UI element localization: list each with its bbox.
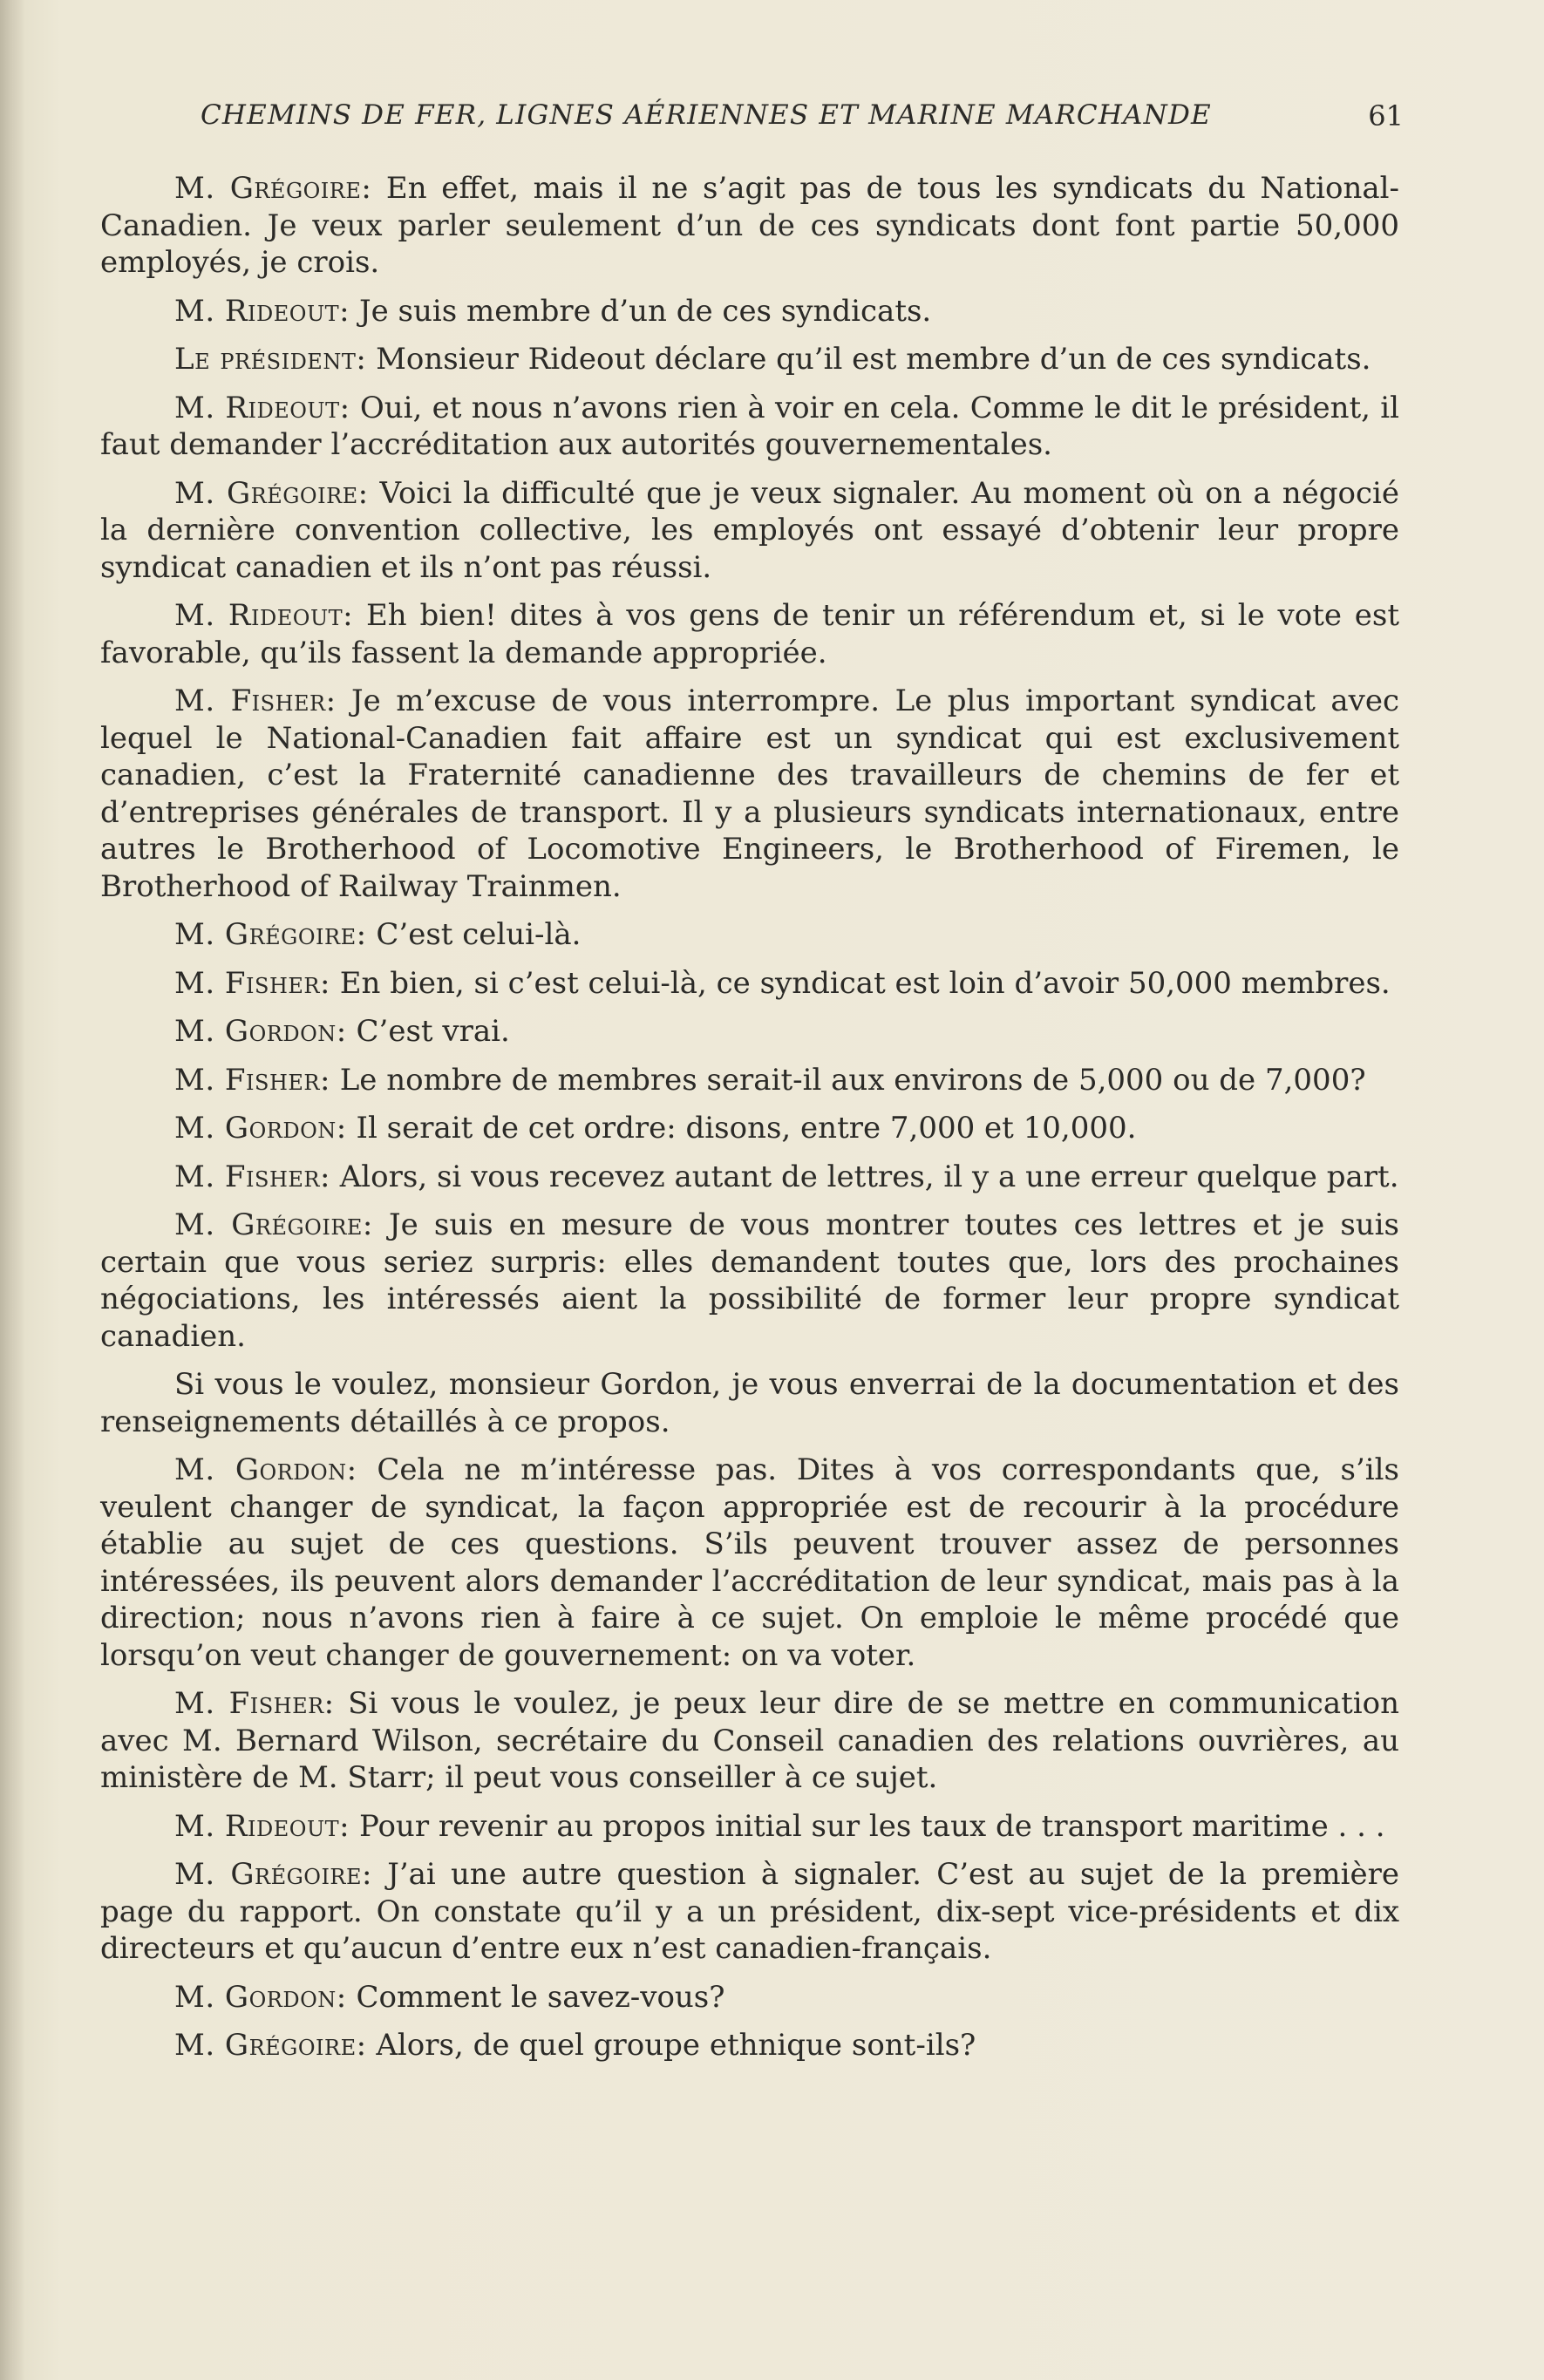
speaker-name: M. Grégoire: xyxy=(174,1207,373,1242)
speaker-name: Le président: xyxy=(174,342,367,377)
speaker-name: M. Grégoire: xyxy=(174,475,369,511)
speech-text: C’est vrai. xyxy=(346,1014,510,1049)
paragraph xyxy=(100,1366,1399,1440)
speech-text: Je suis en mesure de vous montrer toutes ces lettres et je suis certain que vous seriez surpris: elles demandent toutes que, lors des prochaines négociations, les intéressés aient la possibilité de former leur propre syndicat canadien. xyxy=(100,1207,1399,1354)
paragraph xyxy=(100,475,1399,587)
paragraph xyxy=(100,1856,1399,1968)
speech-text: Monsieur Rideout déclare qu’il est membre d’un de ces syndicats. xyxy=(366,342,1371,377)
paragraph xyxy=(100,293,1399,330)
speech-text: Alors, de quel groupe ethnique sont-ils? xyxy=(366,2028,976,2063)
speech-text: Le nombre de membres serait-il aux environs de 5,000 ou de 7,000? xyxy=(330,1062,1366,1098)
speaker-name: M. Fisher: xyxy=(174,1159,330,1194)
speaker-name: M. Rideout: xyxy=(174,1808,350,1844)
speech-text: Cela ne m’intéresse pas. Dites à vos correspondants que, s’ils veulent changer de syndicat, la façon appropriée est de recourir à la procédure établie au sujet de ces questions. S’ils peuvent trouver assez de personnes intéressées, ils peuvent alors demander l’accréditation de leur syndicat, mais pas à la direction; nous n’avons rien à faire à ce sujet. On emploie le même procédé que lorsqu’on veut changer de gouvernement: on va voter. xyxy=(100,1452,1399,1673)
speaker-name: M. Gordon: xyxy=(174,1111,347,1146)
speaker-name: M. Grégoire: xyxy=(174,2028,367,2063)
paragraph xyxy=(100,341,1399,378)
speech-text: Si vous le voulez, monsieur Gordon, je vous enverrai de la documentation et des renseignements détaillés à ce propos. xyxy=(100,1367,1399,1439)
speech-text: Je suis membre d’un de ces syndicats. xyxy=(350,293,932,329)
page-header xyxy=(201,94,1404,146)
speech-text: Comment le savez-vous? xyxy=(346,1979,725,2015)
speech-text: Si vous le voulez, je peux leur dire de se mettre en communication avec M. Bernard Wilson, secrétaire du Conseil canadien des relations ouvrières, au ministère de M. Starr; il peut vous conseiller à ce sujet. xyxy=(100,1686,1399,1795)
speaker-name: M. Grégoire: xyxy=(174,1857,372,1892)
speech-text: En bien, si c’est celui-là, ce syndicat est loin d’avoir 50,000 membres. xyxy=(330,965,1391,1001)
running-title: CHEMINS DE FER, LIGNES AÉRIENNES ET MARINE MARCHANDE xyxy=(201,99,1212,131)
paragraph xyxy=(100,965,1399,1003)
speaker-name: M. Gordon: xyxy=(174,1452,357,1487)
speaker-name: M. Rideout: xyxy=(174,293,350,329)
transcript-body xyxy=(100,170,1399,2076)
speech-text: En effet, mais il ne s’agit pas de tous les syndicats du National-Canadien. Je veux parler seulement d’un de ces syndicats dont font partie 50,000 employés, je crois. xyxy=(100,171,1399,280)
speaker-name: M. Fisher: xyxy=(174,683,337,718)
paragraph xyxy=(100,1013,1399,1051)
paragraph xyxy=(100,390,1399,464)
speaker-name: M. Grégoire: xyxy=(174,917,367,952)
paragraph xyxy=(100,1452,1399,1674)
paragraph xyxy=(100,916,1399,954)
speech-text: Alors, si vous recevez autant de lettres, il y a une erreur quelque part. xyxy=(330,1159,1399,1194)
speaker-name: M. Gordon: xyxy=(174,1979,347,2015)
speech-text: Je m’excuse de vous interrompre. Le plus important syndicat avec lequel le National-Canadien fait affaire est un syndicat qui est exclusivement canadien, c’est la Fraternité canadienne des travailleurs de chemins de fer et d’entreprises générales de transport. Il y a plusieurs syndicats internationaux, entre autres le Brotherhood of Locomotive Engineers, le Brotherhood of Firemen, le Brotherhood of Railway Trainmen. xyxy=(100,683,1399,904)
speaker-name: M. Rideout: xyxy=(174,390,350,425)
paragraph xyxy=(100,597,1399,671)
paragraph xyxy=(100,1062,1399,1099)
paragraph xyxy=(100,1685,1399,1797)
speaker-name: M. Fisher: xyxy=(174,1686,335,1721)
speaker-name: M. Fisher: xyxy=(174,1062,330,1098)
paragraph xyxy=(100,683,1399,905)
paragraph xyxy=(100,1979,1399,2016)
speech-text: J’ai une autre question à signaler. C’est au sujet de la première page du rapport. On constate qu’il y a un président, dix-sept vice-présidents et dix directeurs et qu’aucun d’entre eux n’est canadien-français. xyxy=(100,1857,1399,1966)
speech-text: Voici la difficulté que je veux signaler. Au moment où on a négocié la dernière convention collective, les employés ont essayé d’obtenir leur propre syndicat canadien et ils n’ont pas réussi. xyxy=(100,475,1400,585)
speech-text: Eh bien! dites à vos gens de tenir un référendum et, si le vote est favorable, qu’ils fassent la demande appropriée. xyxy=(100,598,1400,670)
speech-text: C’est celui-là. xyxy=(366,917,582,952)
paragraph xyxy=(100,1110,1399,1147)
page-number: 61 xyxy=(1368,99,1404,133)
speaker-name: M. Grégoire: xyxy=(174,171,372,206)
binding-shadow xyxy=(0,0,24,2380)
paragraph xyxy=(100,2027,1399,2064)
paragraph xyxy=(100,1159,1399,1196)
speech-text: Oui, et nous n’avons rien à voir en cela. Comme le dit le président, il faut demander l’accréditation aux autorités gouvernementales. xyxy=(100,390,1400,462)
paragraph xyxy=(100,1207,1399,1355)
speech-text: Pour revenir au propos initial sur les taux de transport maritime . . . xyxy=(350,1808,1385,1844)
paragraph xyxy=(100,170,1399,282)
speech-text: Il serait de cet ordre: disons, entre 7,000 et 10,000. xyxy=(346,1111,1137,1146)
speaker-name: M. Gordon: xyxy=(174,1014,347,1049)
speaker-name: M. Fisher: xyxy=(174,965,330,1001)
speaker-name: M. Rideout: xyxy=(174,598,354,633)
paragraph xyxy=(100,1808,1399,1846)
